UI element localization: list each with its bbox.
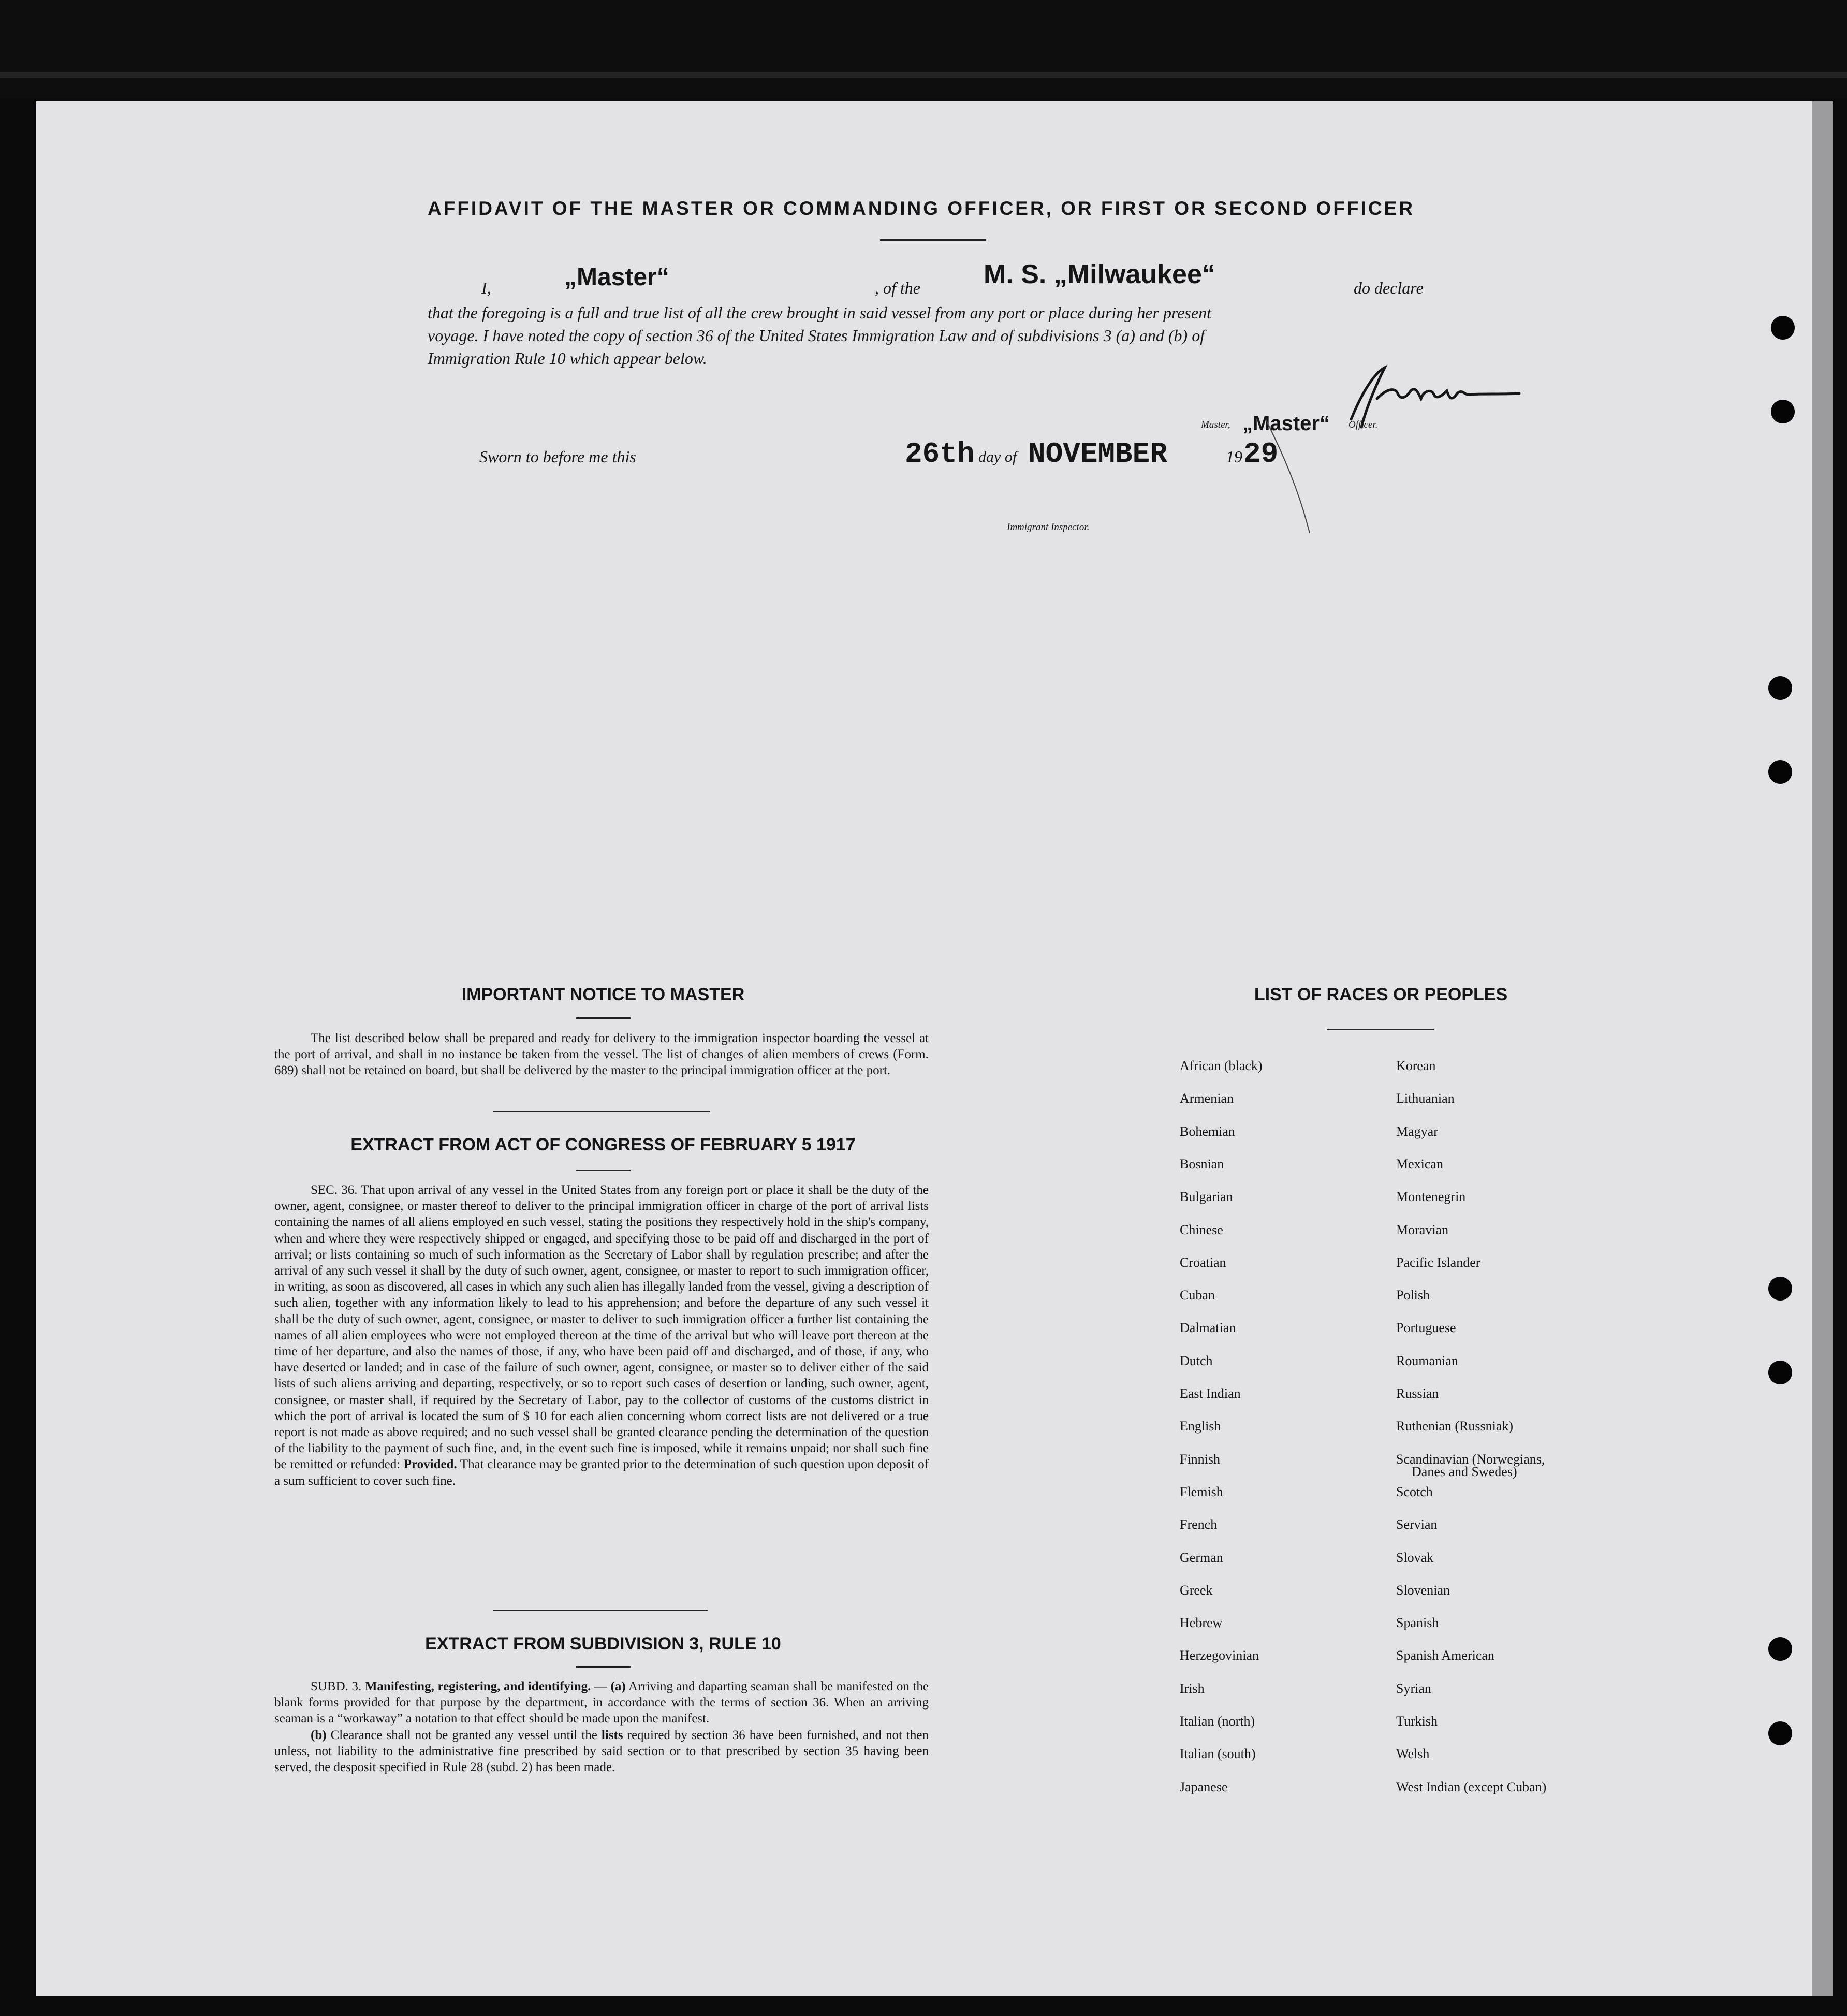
extract-act-text [274,1182,929,1489]
extract-act-title-rule [576,1170,631,1171]
race-item: Dutch [1180,1353,1213,1368]
race-item: Hebrew [1180,1615,1223,1630]
notice-separator [493,1111,710,1112]
day-stamp: 26th [905,437,975,471]
month-stamp: NOVEMBER [1028,437,1167,471]
affidavit-i-label: I, [481,279,491,297]
race-item: Italian (north) [1180,1714,1255,1729]
race-continuation: Danes and Swedes) [1412,1464,1517,1479]
subd-heading: Manifesting, registering, and identifying. [364,1679,591,1693]
subd-b-paragraph [274,1727,929,1776]
race-item: Slovenian [1396,1583,1450,1598]
race-item: English [1180,1419,1221,1434]
race-item: Finnish [1180,1452,1221,1467]
race-item: Mexican [1396,1157,1443,1172]
punch-hole [1768,760,1792,784]
signature-caption-master: Master, [1201,419,1230,430]
race-item: Dalmatian [1180,1320,1236,1335]
race-item: Scotch [1396,1484,1433,1499]
sworn-label: Sworn to before me this [479,447,636,466]
race-item: West Indian (except Cuban) [1396,1779,1547,1794]
race-item: German [1180,1550,1223,1565]
race-item: Magyar [1396,1124,1438,1139]
scan-top-rule [0,72,1847,78]
race-item: Pacific Islander [1396,1255,1480,1270]
races-title-rule [1327,1029,1434,1030]
extract-act-separator [493,1610,708,1611]
scan-top-border [0,0,1847,98]
subd-a-paragraph: SUBD. 3. Manifesting, registering, and identifying. — (a) Arriving and daparting seaman shall be manifested on the blank forms provided for that purpose by the department, in accordance with the terms of section 36. When an arriving seaman is a “workaway” a notation to that effect should be made upon the manifest. [274,1679,929,1726]
race-item: Irish [1180,1681,1205,1696]
race-item: Slovak [1396,1550,1434,1565]
extract-rule-title-rule [576,1666,631,1668]
subd-a-label: (a) [610,1679,626,1693]
year-stamp: 29 [1243,437,1279,471]
race-item: Italian (south) [1180,1746,1256,1761]
race-item: Moravian [1396,1222,1449,1237]
race-item: Korean [1396,1058,1436,1073]
race-item: Russian [1396,1386,1439,1401]
race-item: Syrian [1396,1681,1431,1696]
subd-a-text: Arriving and daparting seaman shall be manifested on the blank forms provided for that purpose by the department, in accordance with the terms of section 36. When an arriving seaman is a “workaway” a notation to that effect should be made upon the manifest. [274,1679,929,1726]
year-prefix: 19 [1226,447,1242,466]
sec36-text: SEC. 36. That upon arrival of any vessel in the United States from any foreign port or place it shall be the duty of the owner, agent, consignee, or master thereof to deliver to the principal immigration officer in charge of the port of arrival lists containing the names of all aliens employed en such vessel, stating the positions they respectively hold in the ship's company, when and where they were respectively shipped or engaged, and specifying those to be paid off and discharged in the port of arrival; or lists containing so much of such information as the Secretary of Labor shall by regulation prescribe; and after the arrival of any such vessel it shall by the duty of such owner, agent, consignee, or master to report to such immigration officer, in writing, as soon as discovered, all cases in which any such alien has illegally landed from the vessel, giving a description of such alien, together with any information likely to lead to his apprehension; and before the departure of any such vessel it shall be the duty of such owner, agent, consignee, or master to deliver to such immigration officer a further list containing the names of all alien employees who were not employed thereon at the time of the arrival but who will leave port thereon at the time of her departure, and also the names of those, if any, who have been paid off and discharged, and of those, if any, who have deserted or landed; and in case of the failure of such owner, agent, consignee, or master so to deliver either of the said lists of such aliens arriving and departing, respectively, or so to report such cases of desertion or landing, such owner, agent, consignee, or master shall, if required by the Secretary of Labor, pay to the collector of customs of the customs district in which the port of arrival is located the sum of $ 10 for each alien concerning whom correct lists are not delivered or a true report is not made as above required; and no such vessel shall be granted clearance pending the determination of the question of the liability to the payment of such fine, and, in the event such fine is imposed, while it remains unpaid; nor shall such fine be remitted or refunded: [274,1183,929,1472]
provided-label: Provided. [403,1457,457,1472]
race-item: Polish [1396,1288,1430,1303]
title-underline [880,239,986,241]
subd-label: SUBD. 3. [311,1679,362,1693]
race-item: Turkish [1396,1714,1438,1729]
notice-paragraph: The list described below shall be prepared and ready for delivery to the immigration inspector boarding the vessel at the port of arrival, and shall in no instance be taken from the vessel. The list of changes of alien members of crews (Form. 689) shall not be retained on board, but shall be delivered by the master to the principal immigration officer at the port. [274,1031,929,1078]
race-item: Scandinavian (Norwegians, [1396,1452,1545,1467]
race-item: Welsh [1396,1746,1430,1761]
races-title: LIST OF RACES OR PEOPLES [1254,985,1508,1004]
race-item: Croatian [1180,1255,1226,1270]
subd-b-text-1: Clearance shall not be granted any vessel until the [330,1728,597,1742]
pen-stroke [1263,414,1356,538]
of-the-label: , of the [875,279,920,297]
race-item: Lithuanian [1396,1091,1455,1106]
race-item: Armenian [1180,1091,1234,1106]
notice-text [274,1030,929,1079]
subd-b-text-2: required by section 36 have been furnished, and not then unless, not liability to the administrative fine prescribed by said section or to that prescribed by section 35 having been served, the desposit specified in Rule 28 (subd. 2) has been made. [274,1728,929,1775]
extract-act-title: EXTRACT FROM ACT OF CONGRESS OF FEBRUARY 5 1917 [350,1135,856,1155]
signature-typed-master: „Master“ [1242,412,1330,435]
race-item: Herzegovinian [1180,1648,1259,1663]
sec36-tail: That clearance may be granted prior to the determination of such question upon deposit of a sum sufficient to cover such fine. [274,1457,929,1488]
punch-hole [1768,676,1792,700]
race-item: Roumanian [1396,1353,1458,1368]
punch-hole [1768,1637,1792,1661]
punch-hole [1771,400,1795,423]
race-item: Bulgarian [1180,1189,1233,1204]
sec36-paragraph [274,1182,929,1489]
race-item: Greek [1180,1583,1213,1598]
race-item: Bosnian [1180,1157,1224,1172]
race-item: Chinese [1180,1222,1223,1237]
race-item: Montenegrin [1396,1189,1466,1204]
race-item: Ruthenian (Russniak) [1396,1419,1514,1434]
race-item: Servian [1396,1517,1438,1532]
page-right-edge [1812,101,1833,1996]
inspector-caption: Immigrant Inspector. [1007,522,1090,533]
race-item: Spanish [1396,1615,1439,1630]
race-item: Cuban [1180,1288,1215,1303]
punch-hole [1768,1721,1792,1745]
race-item: Portuguese [1396,1320,1456,1335]
race-item: Bohemian [1180,1124,1235,1139]
affidavit-title: AFFIDAVIT OF THE MASTER OR COMMANDING OFFICER, OR FIRST OR SECOND OFFICER [428,198,1415,219]
race-item: Spanish American [1396,1648,1494,1663]
vessel-name-typed: M. S. „Milwaukee“ [984,259,1215,289]
declaration-line-4: Immigration Rule 10 which appear below. [428,349,707,368]
punch-hole [1771,316,1795,340]
punch-hole [1768,1361,1792,1384]
declaration-line-3: voyage. I have noted the copy of section 36 of the United States Immigration Law and of subdivisions 3 (a) and (b) of [428,326,1205,345]
day-of-label: day of [978,448,1017,465]
race-item: French [1180,1517,1218,1532]
signature-caption-officer: Officer. [1348,419,1378,430]
subd-b-lists: lists [601,1728,623,1742]
race-item: East Indian [1180,1386,1241,1401]
notice-title-rule [576,1017,631,1019]
declare-label: do declare [1354,279,1424,297]
master-name-typed: „Master“ [564,264,669,291]
subd-b-label: (b) [311,1728,327,1742]
race-item: Japanese [1180,1779,1228,1794]
race-item: Flemish [1180,1484,1223,1499]
extract-rule-text [274,1678,929,1775]
notice-title: IMPORTANT NOTICE TO MASTER [461,985,745,1004]
punch-hole [1768,1277,1792,1301]
declaration-line-2: that the foregoing is a full and true list of all the crew brought in said vessel from any port or place during her present [428,303,1211,322]
race-item: African (black) [1180,1058,1263,1073]
extract-rule-title: EXTRACT FROM SUBDIVISION 3, RULE 10 [425,1634,781,1654]
